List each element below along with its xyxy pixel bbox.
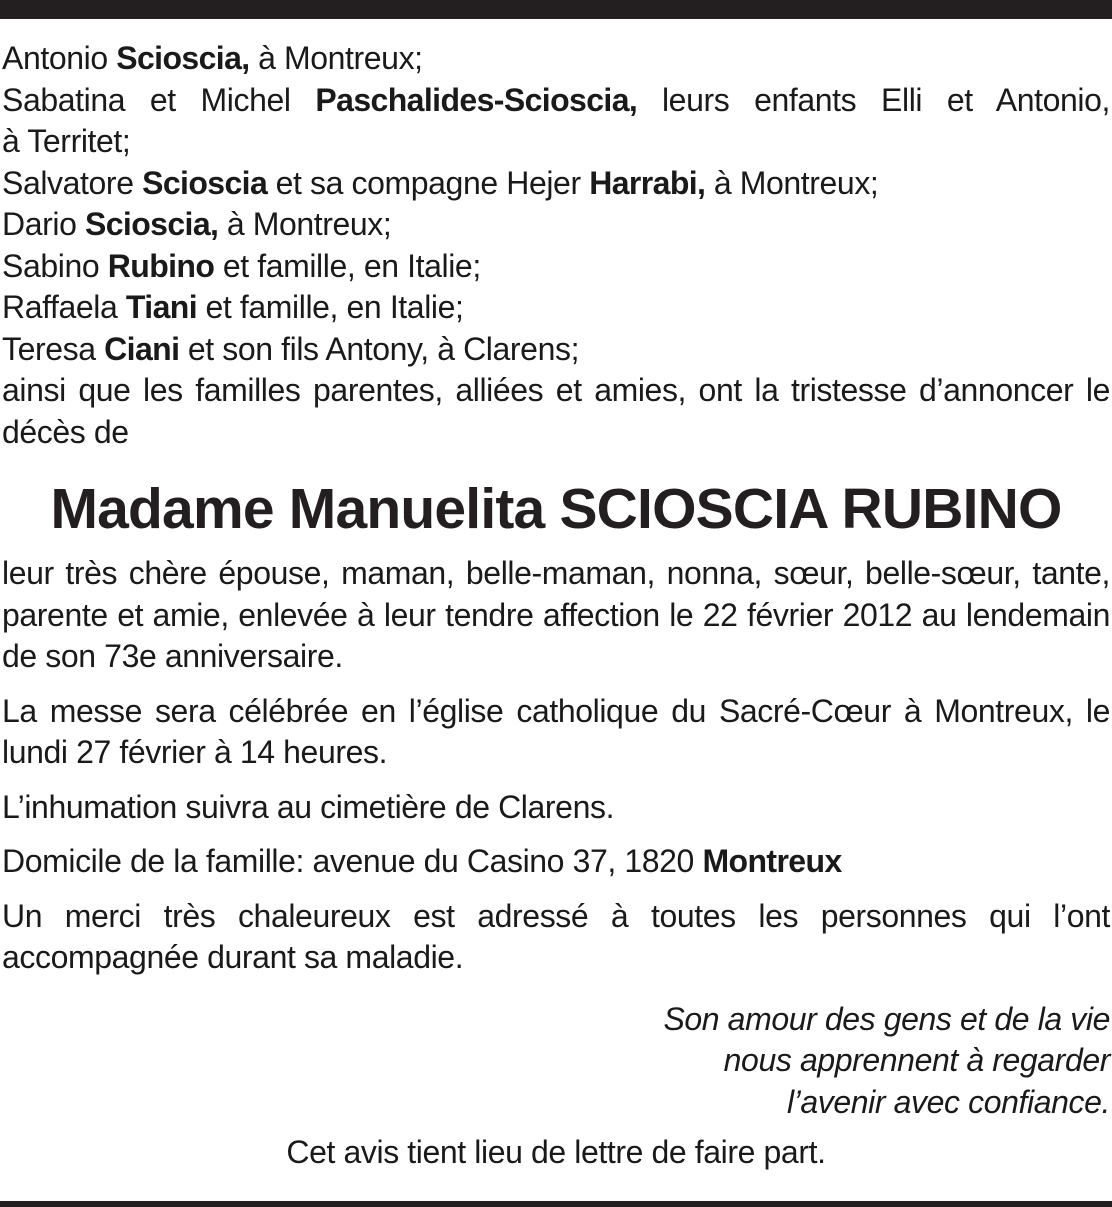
family-surname: Ciani bbox=[104, 330, 180, 367]
family-first-name: Teresa bbox=[2, 330, 105, 367]
announcement-text: ainsi que les familles parentes, alliées et amies, ont la tristesse d’annoncer le décès de bbox=[2, 372, 1110, 450]
family-line bbox=[2, 287, 1110, 329]
family-location: leurs enfants Elli et Antonio, bbox=[637, 81, 1110, 118]
family-location: et famille, en Italie; bbox=[214, 247, 481, 284]
family-first-name: Antonio bbox=[2, 40, 117, 76]
family-location: à Montreux; bbox=[705, 164, 879, 201]
family-first-name: Sabino bbox=[2, 247, 108, 284]
domicile-city: Montreux bbox=[702, 843, 842, 879]
family-line bbox=[2, 163, 1110, 205]
obituary-notice bbox=[2, 38, 1110, 1174]
family-surname: Scioscia bbox=[142, 164, 268, 201]
bottom-rule bbox=[0, 1201, 1112, 1207]
family-first-name: Dario bbox=[2, 206, 85, 242]
family-line bbox=[2, 204, 1110, 246]
quote-line: l’avenir avec confiance. bbox=[786, 1083, 1110, 1120]
family-location: et son fils Antony, à Clarens; bbox=[179, 330, 580, 367]
family-line bbox=[2, 246, 1110, 288]
family-companion: et sa compagne Hejer bbox=[267, 164, 590, 201]
domicile-address: Domicile de la famille: avenue du Casino 37, 1820 bbox=[2, 843, 703, 879]
burial-paragraph: L’inhumation suivra au cimetière de Clarens. bbox=[2, 788, 615, 825]
family-surname: Paschalides-Scioscia, bbox=[315, 81, 638, 118]
description-paragraph: leur très chère épouse, maman, belle-maman, nonna, sœur, belle-sœur, tante, parente et amie, enlevée à leur tendre affection le 22 février 2012 au lendemain de son 73e anniversaire. bbox=[2, 555, 1110, 674]
closing-note: Cet avis tient lieu de lettre de faire part. bbox=[286, 1134, 826, 1170]
family-first-name: Salvatore bbox=[2, 164, 143, 201]
top-rule bbox=[0, 0, 1112, 19]
quote-line: nous apprennent à regarder bbox=[723, 1042, 1110, 1078]
family-location: à Montreux; bbox=[249, 40, 423, 76]
family-line bbox=[2, 329, 1110, 371]
family-line bbox=[2, 38, 1110, 80]
family-surname: Tiani bbox=[125, 289, 198, 325]
thanks-paragraph: Un merci très chaleureux est adressé à toutes les personnes qui l’ont accompagnée durant sa maladie. bbox=[2, 897, 1110, 975]
family-surname: Scioscia, bbox=[116, 40, 250, 76]
family-location: à Montreux; bbox=[218, 206, 392, 242]
family-surname: Rubino bbox=[107, 247, 215, 284]
family-surname: Scioscia, bbox=[84, 206, 219, 242]
family-line bbox=[2, 80, 1110, 122]
family-location: et famille, en Italie; bbox=[197, 289, 464, 325]
family-first-name: Sabatina et Michel bbox=[2, 81, 316, 118]
family-first-name: Raffaela bbox=[2, 289, 126, 325]
family-line bbox=[2, 121, 1110, 163]
family-location: à Territet; bbox=[2, 123, 131, 159]
memorial-quote bbox=[2, 999, 1110, 1124]
domicile-paragraph bbox=[2, 841, 1110, 883]
family-surname: Harrabi, bbox=[589, 164, 706, 201]
quote-line: Son amour des gens et de la vie bbox=[663, 1000, 1110, 1037]
deceased-name: Madame Manuelita SCIOSCIA RUBINO bbox=[50, 477, 1062, 541]
mass-paragraph: La messe sera célébrée en l’église catholique du Sacré-Cœur à Montreux, le lundi 27 février à 14 heures. bbox=[2, 692, 1110, 770]
